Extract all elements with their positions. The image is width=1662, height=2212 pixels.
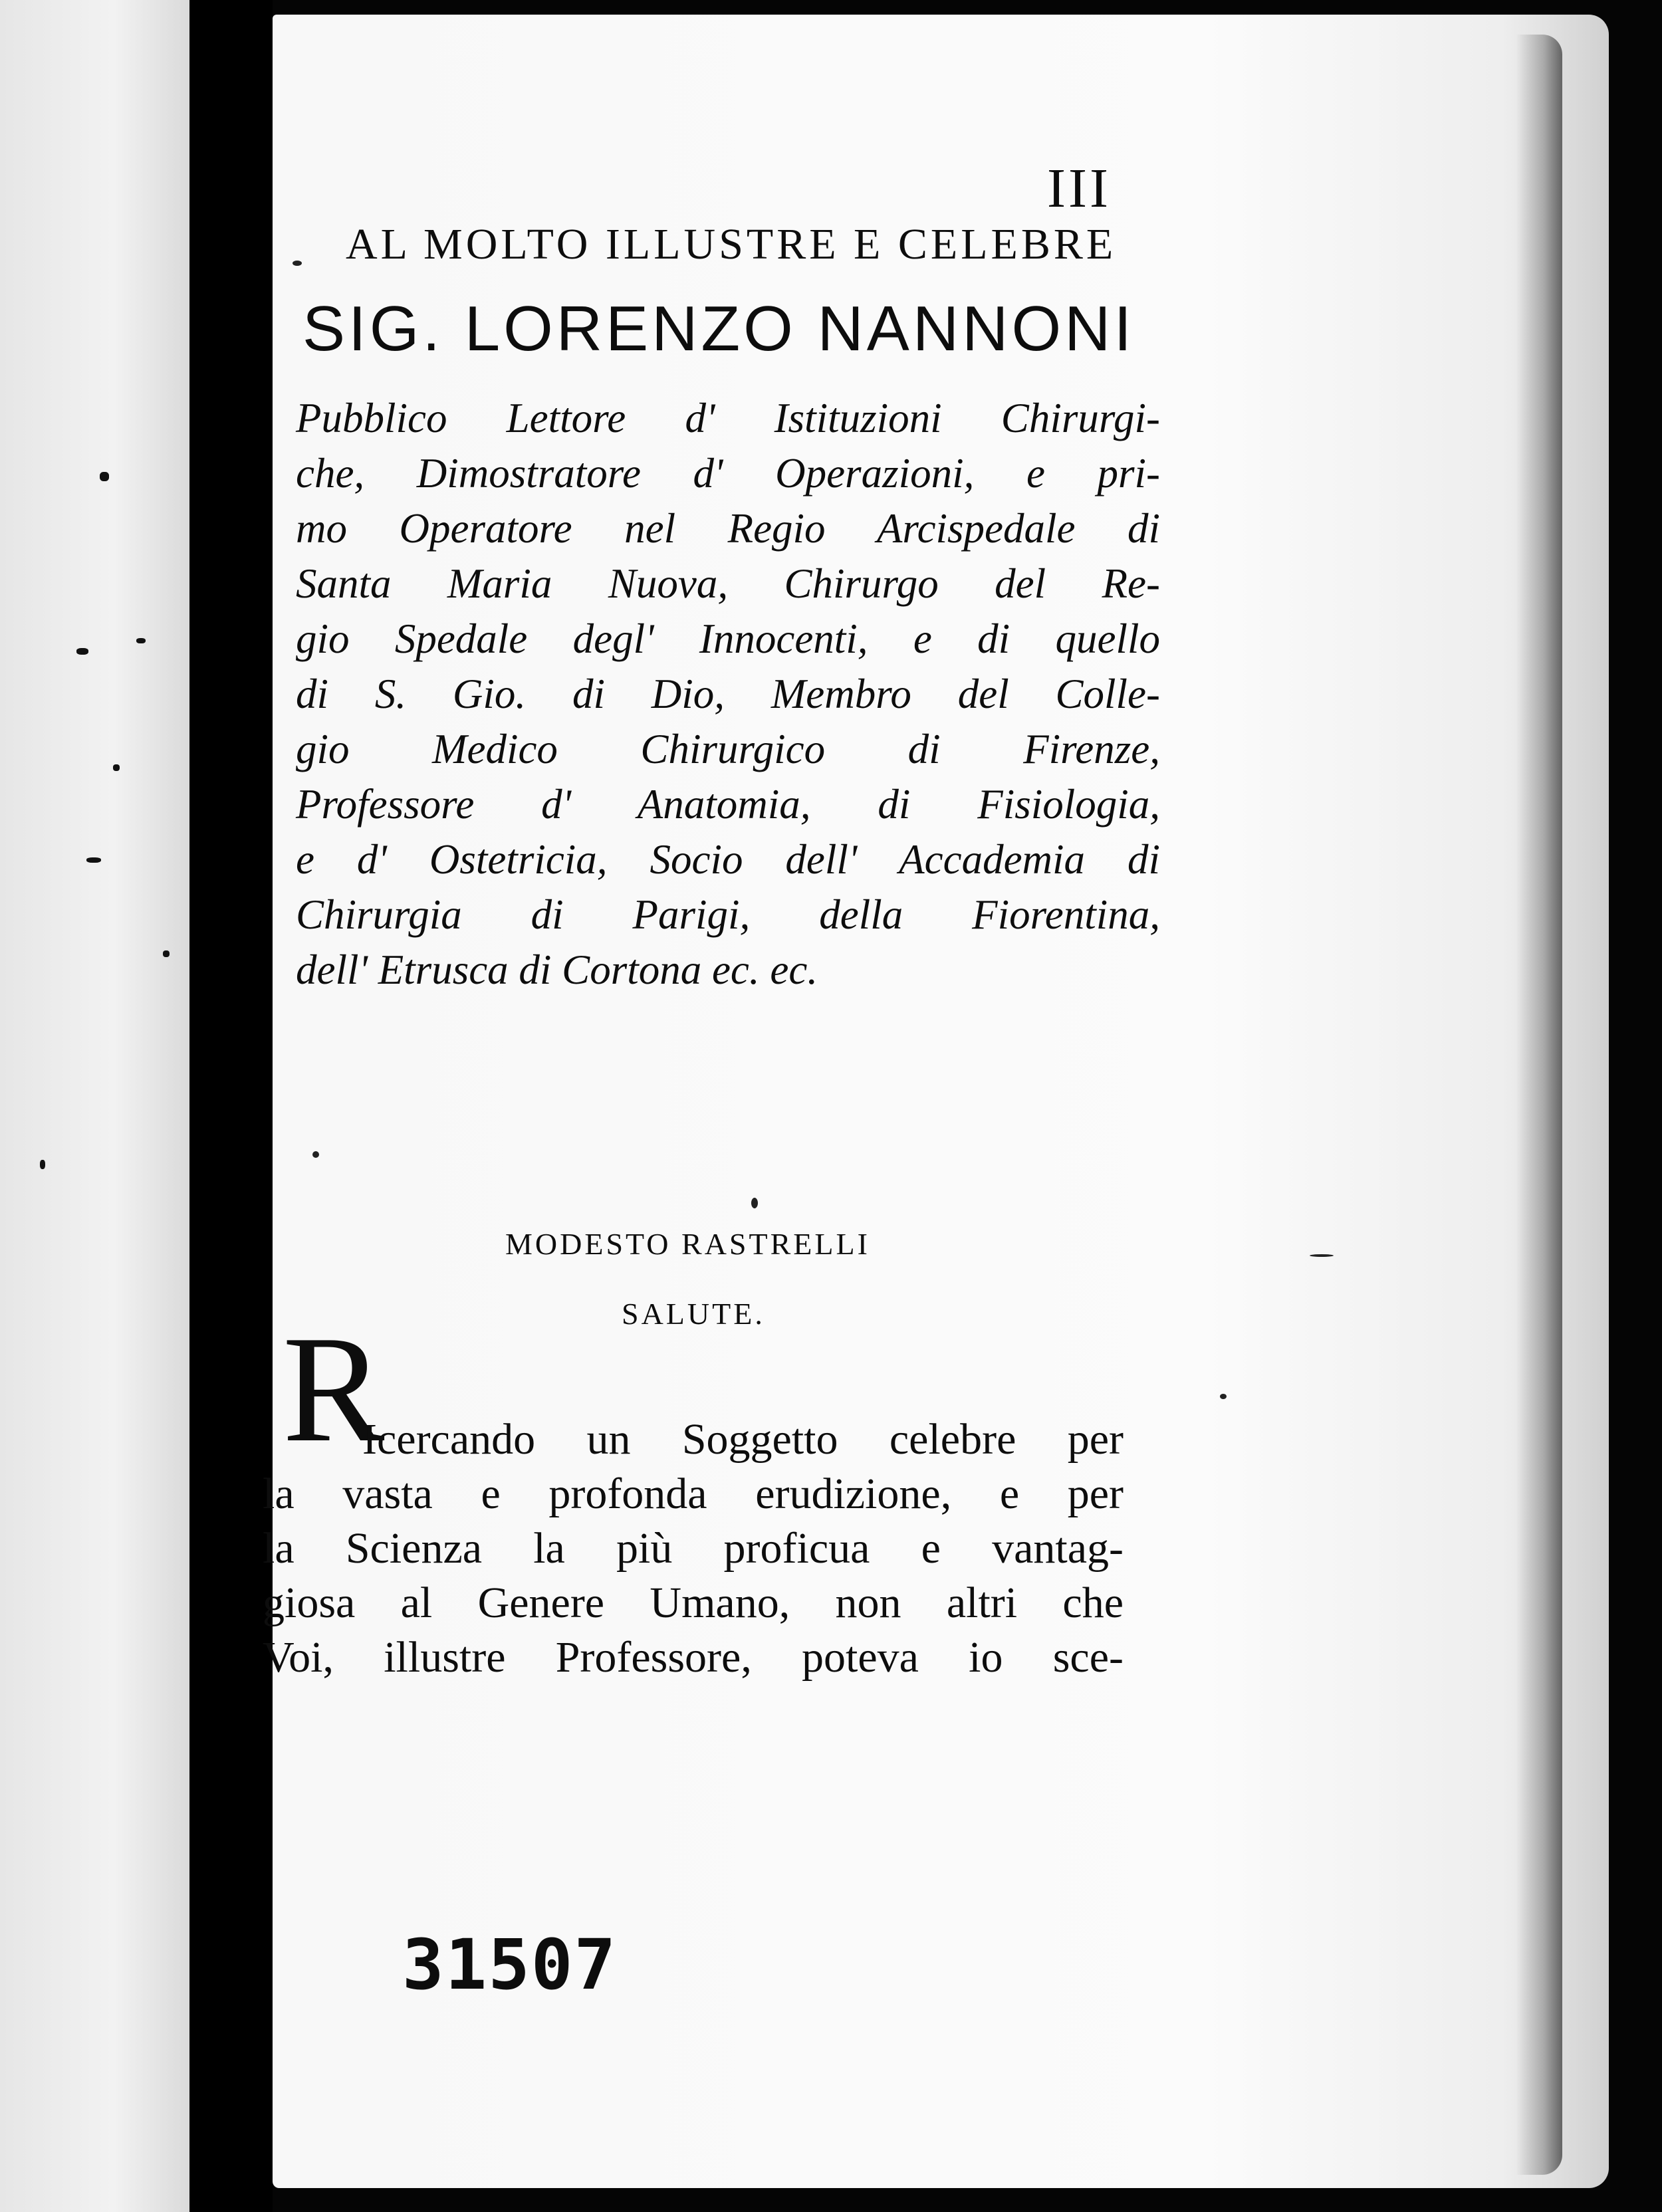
ink-speck: [293, 261, 302, 266]
titles-line: che, Dimostratore d' Operazioni, e pri-: [296, 450, 1160, 497]
ink-speck: [312, 1151, 319, 1158]
dedication-addressee: SIG. LORENZO NANNONI: [302, 293, 1135, 364]
body-line: giosa al Genere Umano, non altri che: [263, 1579, 1124, 1627]
ink-speck: [76, 648, 88, 655]
titles-line: Pubblico Lettore d' Istituzioni Chirurgi-: [296, 395, 1160, 441]
titles-line: gio Spedale degl' Innocenti, e di quello: [296, 615, 1160, 662]
ink-speck: [1220, 1394, 1227, 1399]
ink-speck: [100, 472, 109, 481]
dedication-body: [263, 1412, 1124, 1685]
ink-speck: [163, 950, 170, 957]
titles-line: Chirurgia di Parigi, della Fiorentina,: [296, 891, 1160, 938]
body-line: Voi, illustre Professore, poteva io sce-: [263, 1633, 1124, 1682]
addressee-titles: [296, 391, 1160, 998]
body-line: la vasta e profonda erudizione, e per: [263, 1470, 1124, 1518]
page-edge-shadow: [1516, 35, 1562, 2175]
ink-speck: [751, 1198, 758, 1208]
facing-page-edge: [0, 0, 189, 2212]
ink-speck: [86, 857, 101, 863]
ink-speck: [136, 638, 146, 643]
drop-cap: R: [283, 1304, 385, 1474]
titles-line: Santa Maria Nuova, Chirurgo del Re-: [296, 560, 1160, 607]
titles-line: e d' Ostetricia, Socio dell' Accademia di: [296, 836, 1160, 883]
greeting: SALUTE.: [622, 1297, 765, 1331]
titles-line: gio Medico Chirurgico di Firenze,: [296, 726, 1160, 772]
ink-speck: [40, 1160, 45, 1169]
titles-line: mo Operatore nel Regio Arcispedale di: [296, 505, 1160, 552]
binding-gutter: [189, 0, 273, 2212]
library-stamp-number: 31507: [402, 1924, 618, 2005]
titles-line: di S. Gio. di Dio, Membro del Colle-: [296, 671, 1160, 717]
body-line: la Scienza la più proficua e vantag-: [263, 1524, 1124, 1573]
sender-name: MODESTO RASTRELLI: [505, 1227, 870, 1261]
ink-speck: [113, 764, 120, 771]
titles-line: dell' Etrusca di Cortona ec. ec.: [296, 946, 818, 993]
page-number: III: [1047, 158, 1111, 219]
titles-line: Professore d' Anatomia, di Fisiologia,: [296, 781, 1160, 828]
body-line: Icercando un Soggetto celebre per: [362, 1415, 1124, 1464]
ink-speck: [1310, 1254, 1334, 1257]
dedication-address-line: AL MOLTO ILLUSTRE E CELEBRE: [346, 220, 1117, 269]
